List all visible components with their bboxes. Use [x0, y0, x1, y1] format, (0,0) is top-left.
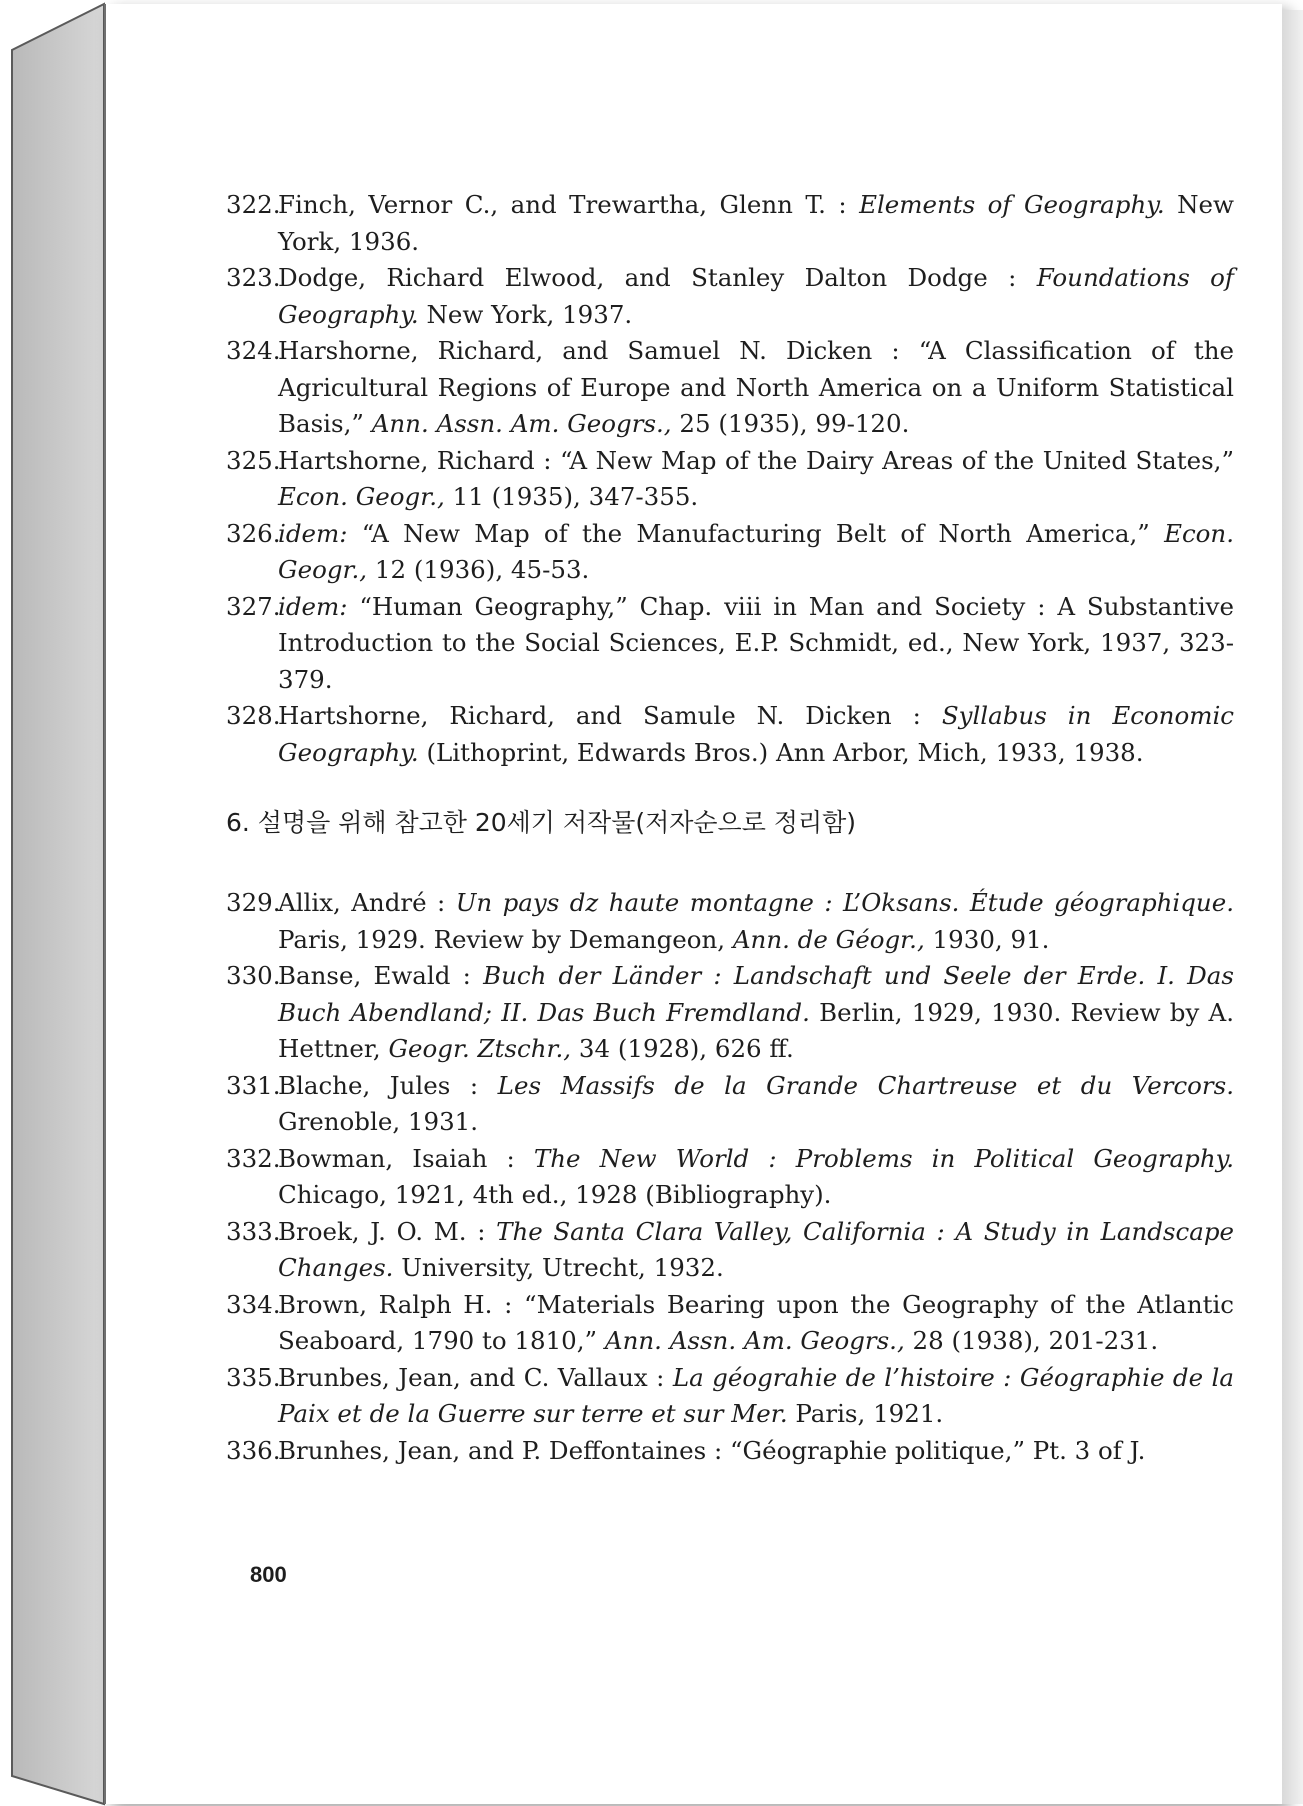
entry-title: The Santa Clara Valley, California : A Study in Landscape Changes. [278, 1216, 1234, 1282]
entry-number: 331. [226, 1070, 281, 1100]
bibliography-entry [226, 958, 1234, 1068]
book-spine [0, 0, 110, 1806]
entry-rest-2: 34 (1928), 626 ff. [571, 1034, 794, 1063]
entry-text: Brunhes, Jean, and P. Deffontaines : “Géographie politique,” Pt. 3 of J. [278, 1435, 1146, 1465]
entry-title: La géograhie de l’histoire : Géographie de la Paix et de la Guerre sur terre et sur Mer. [278, 1362, 1234, 1428]
entry-text: Dodge, Richard Elwood, and Stanley Dalton Dodge : [278, 263, 1037, 292]
entry-title: Foundations of Geography. [278, 263, 1235, 329]
bibliography-entry [226, 589, 1234, 699]
entry-number: 335. [226, 1362, 281, 1392]
page [104, 4, 1282, 1804]
entry-rest: Chicago, 1921, 4th ed., 1928 (Bibliography). [278, 1180, 832, 1209]
entry-title-2: Ann. de Géogr., [732, 924, 925, 954]
entry-text: Hartshorne, Richard : “A New Map of the Dairy Areas of the United States,” [278, 445, 1234, 475]
entry-number: 332. [226, 1143, 281, 1173]
bibliography-list-b [226, 885, 1234, 1469]
entry-rest: Paris, 1921. [787, 1399, 944, 1428]
entry-number: 330. [226, 961, 281, 990]
bibliography-entry [226, 1214, 1234, 1287]
entry-number: 322. [226, 190, 281, 219]
entry-text: Allix, André : [278, 888, 456, 917]
entry-title-2: Geogr. Ztschr., [388, 1034, 572, 1063]
entry-title: Un pays dz haute montagne : L’Oksans. Étude géographique. [455, 888, 1234, 917]
bibliography-entry [226, 443, 1234, 516]
entry-number: 333. [226, 1216, 281, 1246]
entry-rest: Grenoble, 1931. [278, 1107, 479, 1136]
entry-text: Banse, Ewald : [278, 961, 484, 990]
bibliography-entry [226, 1433, 1234, 1470]
entry-title: idem: [278, 518, 348, 548]
entry-rest: 11 (1935), 347-355. [444, 482, 699, 511]
entry-number: 327. [226, 591, 281, 621]
entry-text: Bowman, Isaiah : [278, 1143, 534, 1173]
page-content [226, 187, 1234, 1469]
entry-rest: 28 (1938), 201-231. [904, 1326, 1159, 1355]
entry-title: Elements of Geography. [859, 190, 1165, 219]
entry-text: Brown, Ralph H. : “Materials Bearing upon the Geography of the Atlantic Seaboard, 1790 to 1810,” [278, 1289, 1234, 1355]
entry-text: Blache, Jules : [278, 1070, 498, 1100]
entry-title: Les Massifs de la Grande Chartreuse et du Vercors. [497, 1070, 1234, 1100]
bibliography-list-a [226, 187, 1234, 771]
bibliography-entry [226, 187, 1234, 260]
entry-text: Brunbes, Jean, and C. Vallaux : [278, 1362, 673, 1392]
bibliography-entry [226, 1360, 1234, 1433]
entry-title-2: Econ. Geogr., [278, 518, 1234, 584]
entry-number: 328. [226, 701, 281, 730]
entry-rest-2: 1930, 91. [924, 924, 1050, 954]
entry-rest: Paris, 1929. Review by Demangeon, [278, 924, 733, 954]
bibliography-entry [226, 260, 1234, 333]
entry-number: 326. [226, 518, 281, 548]
entry-rest: University, Utrecht, 1932. [393, 1253, 724, 1282]
entry-number: 325. [226, 445, 281, 475]
section-heading: 6. 설명을 위해 참고한 20세기 저작물(저자순으로 정리함) [226, 808, 857, 837]
entry-title: idem: [278, 591, 348, 621]
page-number: 800 [250, 1562, 287, 1587]
entry-title: Ann. Assn. Am. Geogrs., [604, 1326, 905, 1355]
bibliography-entry [226, 1141, 1234, 1214]
page-edge [1282, 10, 1303, 1804]
entry-rest: “A New Map of the Manufacturing Belt of North America,” [347, 518, 1165, 548]
bibliography-entry [226, 1068, 1234, 1141]
bibliography-entry [226, 885, 1234, 958]
entry-title: Syllabus in Economic Geography. [278, 701, 1234, 767]
bibliography-entry [226, 516, 1234, 589]
entry-number: 334. [226, 1289, 281, 1319]
entry-title: The New World : Problems in Political Geography. [533, 1143, 1234, 1173]
entry-title: Econ. Geogr., [278, 482, 445, 511]
bibliography-entry [226, 698, 1234, 771]
entry-rest: New York, 1937. [418, 299, 633, 329]
entry-title: Buch der Länder : Landschaft und Seele der Erde. I. Das Buch Abendland; II. Das Buch Fremdland. [278, 961, 1234, 1027]
bibliography-entry [226, 333, 1234, 443]
entry-number: 324. [226, 336, 281, 365]
entry-rest: Berlin, 1929, 1930. Review by A. Hettner, [278, 997, 1234, 1063]
entry-rest: 25 (1935), 99-120. [671, 409, 910, 438]
entry-title: Ann. Assn. Am. Geogrs., [371, 409, 672, 438]
entry-rest: (Lithoprint, Edwards Bros.) Ann Arbor, Mich, 1933, 1938. [418, 737, 1144, 767]
entry-text: Hartshorne, Richard, and Samule N. Dicken : [278, 701, 942, 730]
entry-text: Finch, Vernor C., and Trewartha, Glenn T. : [278, 190, 860, 219]
bibliography-entry [226, 1287, 1234, 1360]
entry-text: Harshorne, Richard, and Samuel N. Dicken : “A Classification of the Agricultural Regions of Europe and North America on a Uniform Statistical Basis,” [278, 336, 1234, 438]
entry-rest-2: 12 (1936), 45-53. [367, 555, 590, 584]
entry-number: 336. [226, 1435, 281, 1465]
entry-rest: “Human Geography,” Chap. viii in Man and Society : A Substantive Introduction to the Social Sciences, E.P. Schmidt, ed., New York, 1937, 323-379. [278, 591, 1234, 694]
entry-rest: New York, 1936. [278, 190, 1234, 256]
entry-number: 323. [226, 263, 281, 292]
entry-number: 329. [226, 888, 281, 917]
entry-text: Broek, J. O. M. : [278, 1216, 497, 1246]
